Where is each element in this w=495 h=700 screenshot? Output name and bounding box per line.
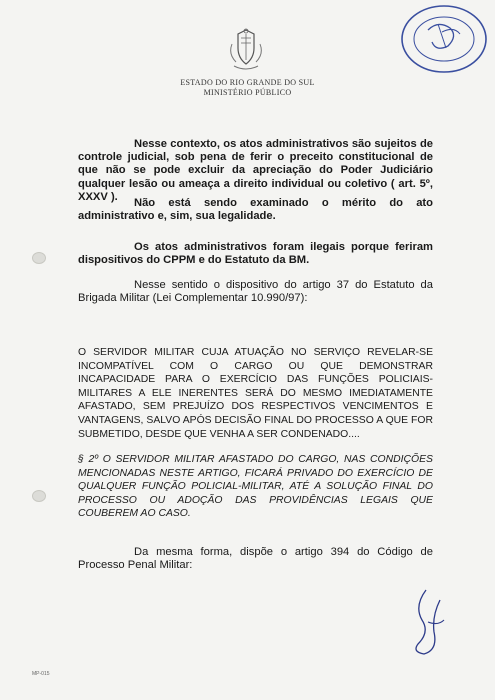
binder-hole-bottom bbox=[32, 490, 46, 502]
protocol-stamp-icon bbox=[398, 2, 490, 76]
paragraph-merit: Não está sendo examinado o mérito do ato administrativo e, sim, sua legalidade. bbox=[78, 197, 433, 223]
paragraph-article-394: Da mesma forma, dispõe o artigo 394 do Código de Processo Penal Militar: bbox=[78, 546, 433, 572]
state-coat-of-arms-icon bbox=[224, 26, 268, 74]
paragraph-article-37: Nesse sentido o dispositivo do artigo 37 do Estatuto da Brigada Militar (Lei Complementar 10.990/97): bbox=[78, 279, 433, 305]
quote-paragraph-2: § 2º O SERVIDOR MILITAR AFASTADO DO CARGO, NAS CONDIÇÕES MENCIONADAS NESTE ARTIGO, FICARÁ PRIVADO DO EXERCÍCIO DE QUALQUER FUNÇÃO POLICIAL-MILITAR, ATÉ A SOLUÇÃO FINAL DO PROCESSO OU ADOÇÃO DAS PROVIDÊNCIAS LEGAIS QUE COUBEREM AO CASO. bbox=[78, 454, 433, 520]
header-ministry-name: MINISTÉRIO PÚBLICO bbox=[203, 88, 292, 97]
header-state-name: ESTADO DO RIO GRANDE DO SUL bbox=[180, 78, 315, 87]
binder-hole-top bbox=[32, 252, 46, 264]
handwritten-initials-signature bbox=[404, 586, 448, 658]
paragraph-illegal-acts: Os atos administrativos foram ilegais porque feriram dispositivos do CPPM e do Estatuto da BM. bbox=[78, 241, 433, 267]
form-code: MP-015 bbox=[32, 671, 50, 677]
paragraph-judicial-control: Nesse contexto, os atos administrativos são sujeitos de controle judicial, sob pena de ferir o preceito constitucional de que não se pode excluir da apreciação do Poder Judiciário qualquer lesão ou ameaça a direito individual ou coletivo ( art. 5º, XXXV ). bbox=[78, 138, 433, 203]
quote-article-body: O SERVIDOR MILITAR CUJA ATUAÇÃO NO SERVIÇO REVELAR-SE INCOMPATÍVEL COM O CARGO OU QUE DEMONSTRAR INCAPACIDADE PARA O EXERCÍCIO DAS FUNÇÕES POLICIAIS-MILITARES A ELE INERENTES SERÁ DO MESMO IMEDIATAMENTE AFASTADO, SEM PREJUÍZO DOS RESPECTIVOS VENCIMENTOS E VANTAGENS, SALVO APÓS DECISÃO FINAL DO PROCESSO A QUE FOR SUBMETIDO, DESDE QUE VENHA A SER CONDENADO.... bbox=[78, 347, 433, 440]
